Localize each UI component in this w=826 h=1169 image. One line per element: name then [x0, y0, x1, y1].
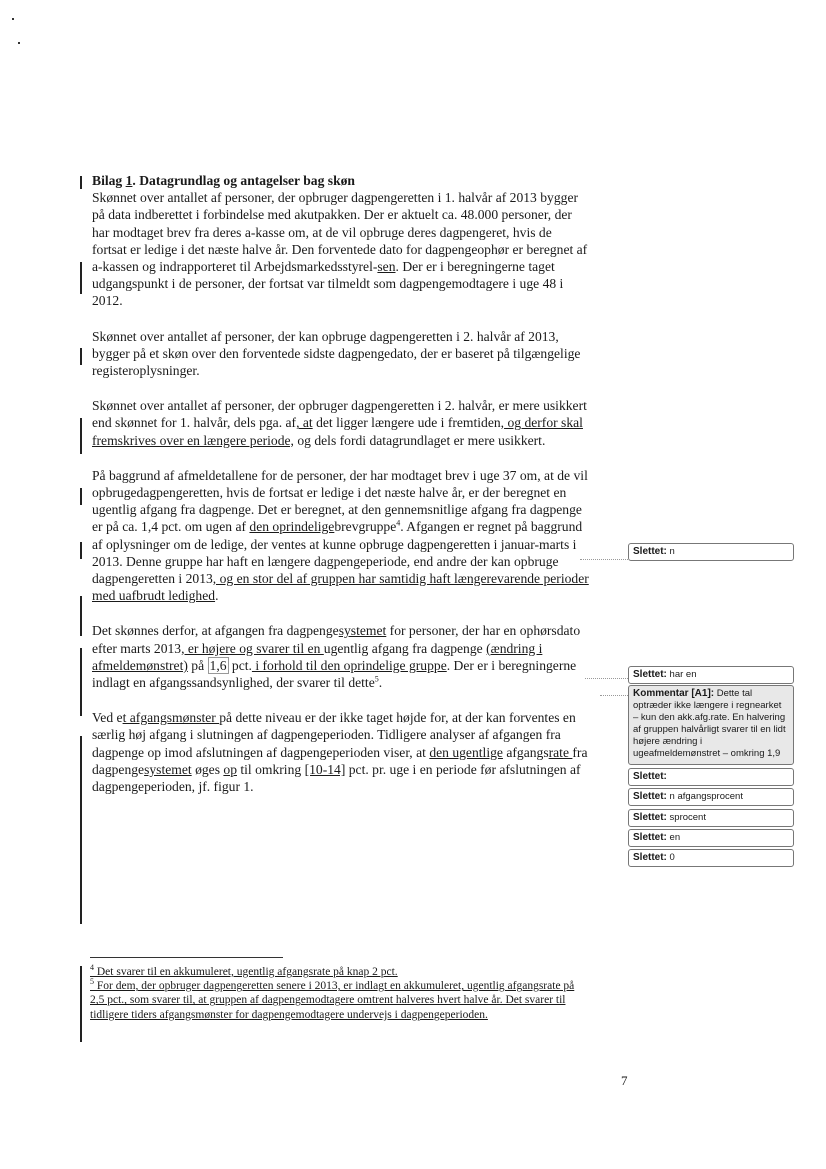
paragraph-5: Det skønnes derfor, at afgangen fra dagpengesystemet for personer, der har en ophørsdato efter marts 2013, er højere og svarer til en ugentlig afgang fra dagpenge (ændring i afmeldemønstret) på 1,6 pct. i forhold til den oprindelige gruppe. Der er i beregningerne indlagt en afgangssandsynlighed, der svarer til dette$^5$. — [92, 623, 581, 691]
paragraph-1: Skønnet over antallet af personer, der opbruger dagpengeretten i 1. halvår af 2013 bygger på data indberettet i forbindelse med akutpakken. Der er aktuelt ca. 48.000 personer, der har modtaget brev fra deres a-kasse om, at de vil opbruge deres dagpengeret, hvis de fortsat er ledige i det næste halve år. Den forventede dato for dagpengeophør er beregnet af a-kassen og indrapporteret til Arbejdsmarkedsstyrel-sen. Der er i beregningerne taget udgangspunkt i de personer, der fortsat var tilmeldt som dagpengemodtagere i uge 48 i 2012. — [92, 190, 588, 309]
paragraph-6: Ved et afgangsmønster på dette niveau er der ikke taget højde for, at der kan forventes en særlig høj afgang i slutningen af dagpengeperioden. Tidligere analyser af afgangen fra dagpenge op imod afslutningen af dagpengeperioden viser, at den ugentlige afgangsrate fra dagpengesystemet øges op til omkring [10-14] pct. pr. uge i en periode før afslutningen af dagpengeperioden, jf. figur 1. — [92, 710, 588, 795]
revision-balloon[interactable]: Slettet: 0 — [628, 849, 794, 867]
paragraph-2: Skønnet over antallet af personer, der kan opbruge dagpengeretten i 2. halvår af 2013, bygger på et skøn over den forventede sidste dagpengedato, der er baseret på tilgængelige registeroplysninger. — [92, 328, 581, 379]
change-bar — [80, 648, 82, 716]
balloon-leader — [585, 678, 628, 679]
revision-balloon[interactable]: Slettet: — [628, 768, 794, 786]
footnote-4: $^4$ Det svarer til en akkumuleret, ugentlig afgangsrate på knap 2 pct. — [90, 963, 398, 978]
body-text — [92, 172, 589, 813]
change-bar — [80, 488, 82, 505]
change-bar — [80, 966, 82, 1042]
footnote-separator — [90, 957, 283, 958]
scan-mark — [18, 42, 20, 44]
change-bar — [80, 262, 82, 294]
revision-balloon[interactable]: Slettet: sprocent — [628, 809, 794, 827]
page-number: 7 — [621, 1073, 628, 1088]
comment-balloon[interactable]: Kommentar [A1]: Dette tal optræder ikke længere i regnearket – kun den akk.afg.rate. En halvering af gruppen halvårligt svarer til en lidt højere ændring i ugeafmeldemønstret – omkring 1,9 — [628, 685, 794, 765]
paragraph-4: På baggrund af afmeldetallene for de personer, der har modtaget brev i uge 37 om, at de vil opbrugedagpengeretten, hvis de fortsat er ledige i det næste halve år, er der beregnet en ugentlig afgang fra dagpenge. Det er beregnet, at den gennemsnitlige afgang fra dagpenge er på ca. 1,4 pct. om ugen af den oprindeligebrevgruppe$^4$. Afgangen er regnet på baggrund af oplysninger om de ledige, der ventes at kunne opbruge dagpengeretten i januar-marts i 2013. Denne gruppe har haft en længere dagpengeperiode, end andre der kan opbruge dagpengeretten i 2013, og en stor del af gruppen har samtidig haft længerevarende perioder med uafbrudt ledighed. — [92, 467, 589, 604]
revision-balloon[interactable]: Slettet: n afgangsprocent — [628, 788, 794, 806]
scan-mark — [12, 18, 14, 20]
appendix-heading: Bilag 1. Datagrundlag og antagelser bag skøn — [92, 173, 355, 188]
change-bar — [80, 418, 82, 454]
change-bar — [80, 542, 82, 559]
change-bar — [80, 348, 82, 365]
balloon-leader — [600, 695, 628, 696]
change-bar — [80, 176, 82, 189]
paragraph-3: Skønnet over antallet af personer, der opbruger dagpengeretten i 2. halvår, er mere usikkert end skønnet for 1. halvår, dels pga. af, at det ligger længere ude i fremtiden, og derfor skal fremskrives over en længere periode, og dels fordi datagrundlaget er mere usikkert. — [92, 398, 587, 448]
revision-balloon[interactable]: Slettet: har en — [628, 666, 794, 684]
change-bar — [80, 596, 82, 636]
comment-anchor[interactable]: 1,6 — [209, 657, 227, 673]
revision-balloon[interactable]: Slettet: en — [628, 829, 794, 847]
change-bar — [80, 736, 82, 924]
footnote-5: $^5$ For dem, der opbruger dagpengeretten senere i 2013, er indlagt en akkumuleret, ugentlig afgangsrate på 2,5 pct., som svarer til, at gruppen af dagpengemodtagere omtrent halveres hvert halve år. Det svarer til tidligere tiders afgangsmønster for dagpengemodtagere undervejs i dagpengeperioden. — [90, 977, 575, 1021]
revision-balloon[interactable]: Slettet: n — [628, 543, 794, 561]
footnotes — [90, 965, 590, 1022]
balloon-leader — [580, 559, 628, 560]
